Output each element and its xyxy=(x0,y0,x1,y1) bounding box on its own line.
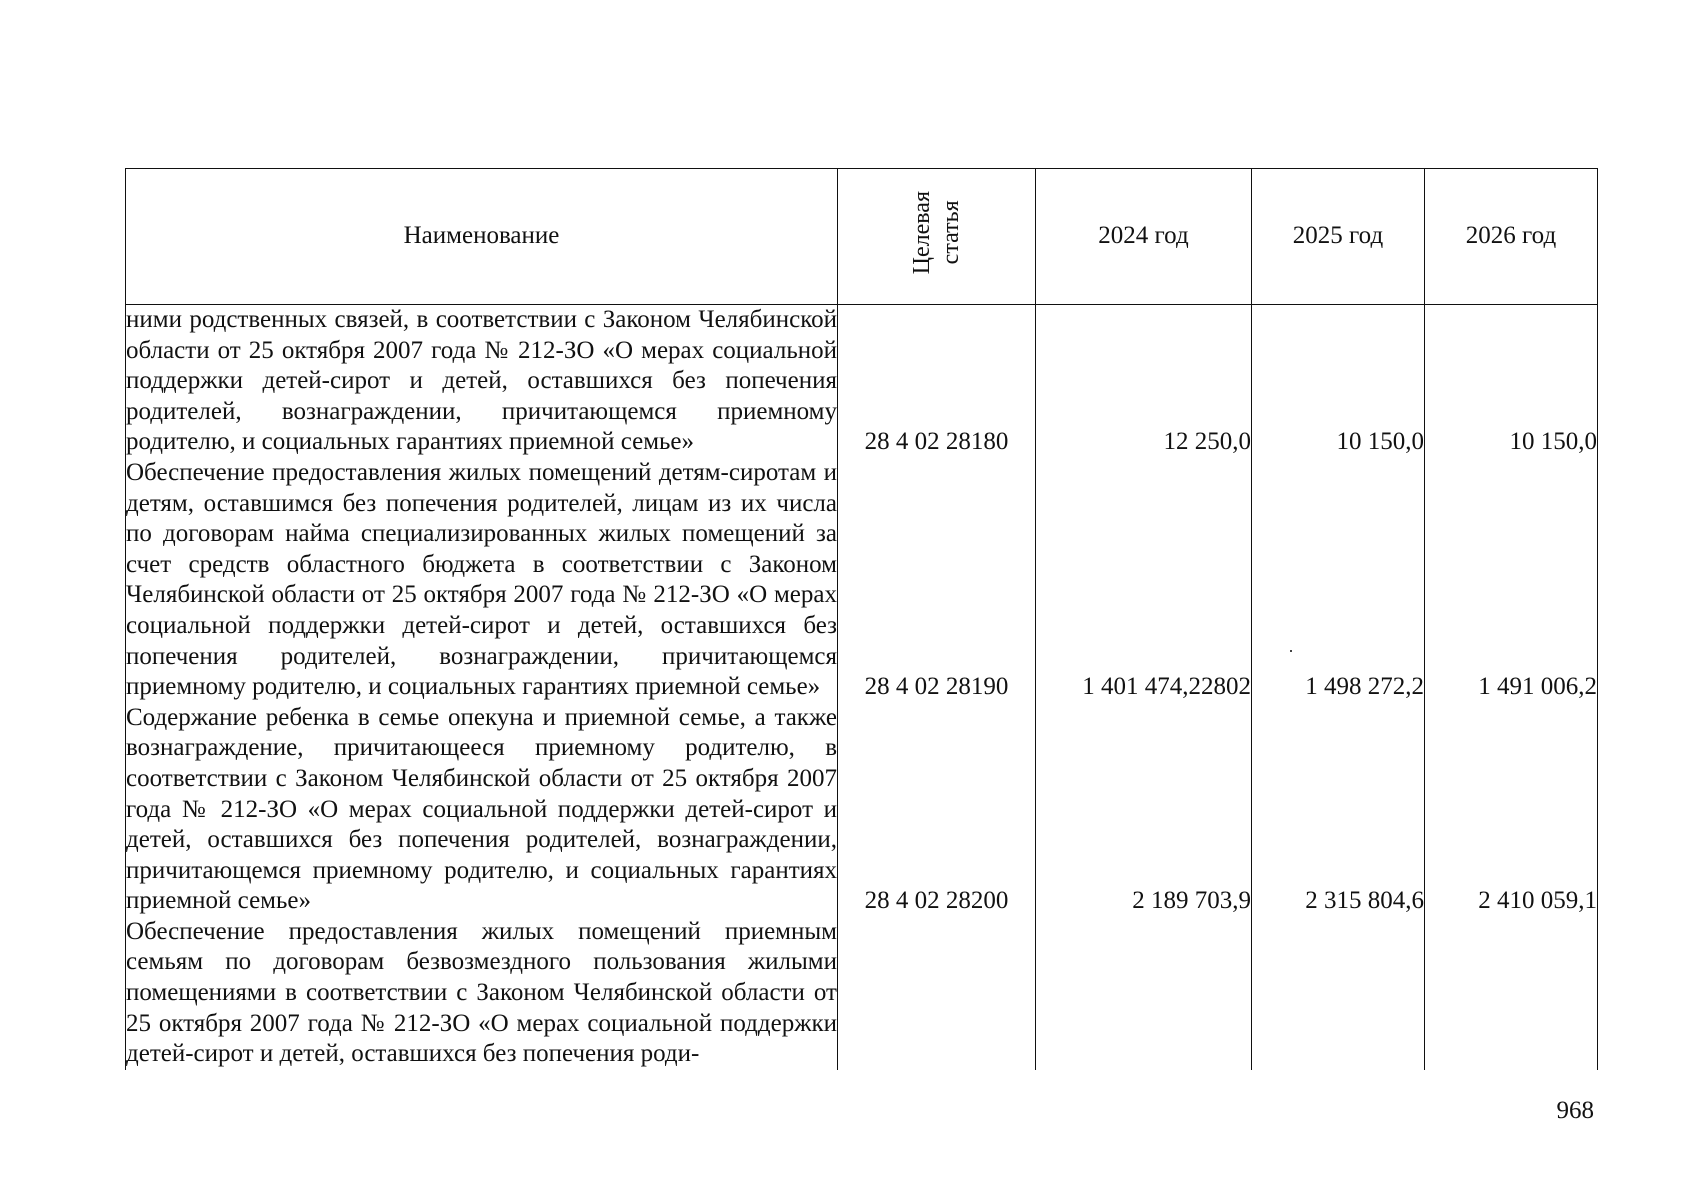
header-code-line2: статья xyxy=(937,200,964,265)
header-code-line1: Целевая xyxy=(908,190,935,274)
row-value-2026: 2 410 059,1 xyxy=(1425,703,1598,917)
header-2024: 2024 год xyxy=(1036,169,1252,305)
header-target-article-label xyxy=(908,191,966,274)
row-value-2026: 1 491 006,2 xyxy=(1425,458,1598,703)
row-value-2025: 2 315 804,6 xyxy=(1252,703,1425,917)
row-value-2025: 10 150,0 xyxy=(1252,305,1425,458)
row-value-2026: 10 150,0 xyxy=(1425,305,1598,458)
row-target-article: 28 4 02 28190 xyxy=(838,458,1036,703)
row-value-2026 xyxy=(1425,917,1598,1070)
row-value-2024: 12 250,0 xyxy=(1036,305,1252,458)
row-name: Обеспечение предоставления жилых помещений приемным семьям по договорам безвозмездного пользования жилыми помещениями в соответствии с Законом Челябинской области от 25 октября 2007 года № 212-ЗО «О мерах социальной поддержки детей-сирот и детей, оставшихся без попечения роди- xyxy=(126,917,838,1070)
row-name: ними родственных связей, в соответствии с Законом Челябинской области от 25 октября 2007 года № 212-ЗО «О мерах социальной поддержки детей-сирот и детей, оставшихся без попечения родителей, вознаграждении, причитающемся приемному родителю, и социальных гарантиях приемной семье» xyxy=(126,305,838,458)
page-number: 968 xyxy=(1556,1097,1594,1124)
table-body xyxy=(126,305,1598,1070)
row-value-2024: 2 189 703,9 xyxy=(1036,703,1252,917)
header-name: Наименование xyxy=(126,169,838,305)
row-name: Содержание ребенка в семье опекуна и приемной семье, а также вознаграждение, причитающееся приемному родителю, в соответствии с Законом Челябинской области от 25 октября 2007 года № 212-ЗО «О мерах социальной поддержки детей-сирот и детей, оставшихся без попечения родителей, вознаграждении, причитающемся приемному родителю, и социальных гарантиях приемной семье» xyxy=(126,703,838,917)
table-header xyxy=(126,169,1598,305)
row-value-2024 xyxy=(1036,917,1252,1070)
row-value-2025 xyxy=(1252,917,1425,1070)
header-target-article xyxy=(838,169,1036,305)
row-target-article: 28 4 02 28200 xyxy=(838,703,1036,917)
row-name: Обеспечение предоставления жилых помещений детям-сиротам и детям, оставшимся без попечения родителей, лицам из их числа по договорам найма специализированных жилых помещений за счет средств областного бюджета в соответствии с Законом Челябинской области от 25 октября 2007 года № 212-ЗО «О мерах социальной поддержки детей-сирот и детей, оставшихся без попечения родителей, вознаграждении, причитающемся приемному родителю, и социальных гарантиях приемной семье» xyxy=(126,458,838,703)
row-value-2025: 1 498 272,2 xyxy=(1252,458,1425,703)
header-2025: 2025 год xyxy=(1252,169,1425,305)
row-value-2024: 1 401 474,22802 xyxy=(1036,458,1252,703)
scan-speck xyxy=(1290,650,1292,652)
table-row xyxy=(126,917,1598,1070)
budget-table xyxy=(125,168,1598,1070)
table-row xyxy=(126,458,1598,703)
table-row xyxy=(126,305,1598,458)
row-target-article: 28 4 02 28180 xyxy=(838,305,1036,458)
row-target-article xyxy=(838,917,1036,1070)
table-row xyxy=(126,703,1598,917)
header-2026: 2026 год xyxy=(1425,169,1598,305)
